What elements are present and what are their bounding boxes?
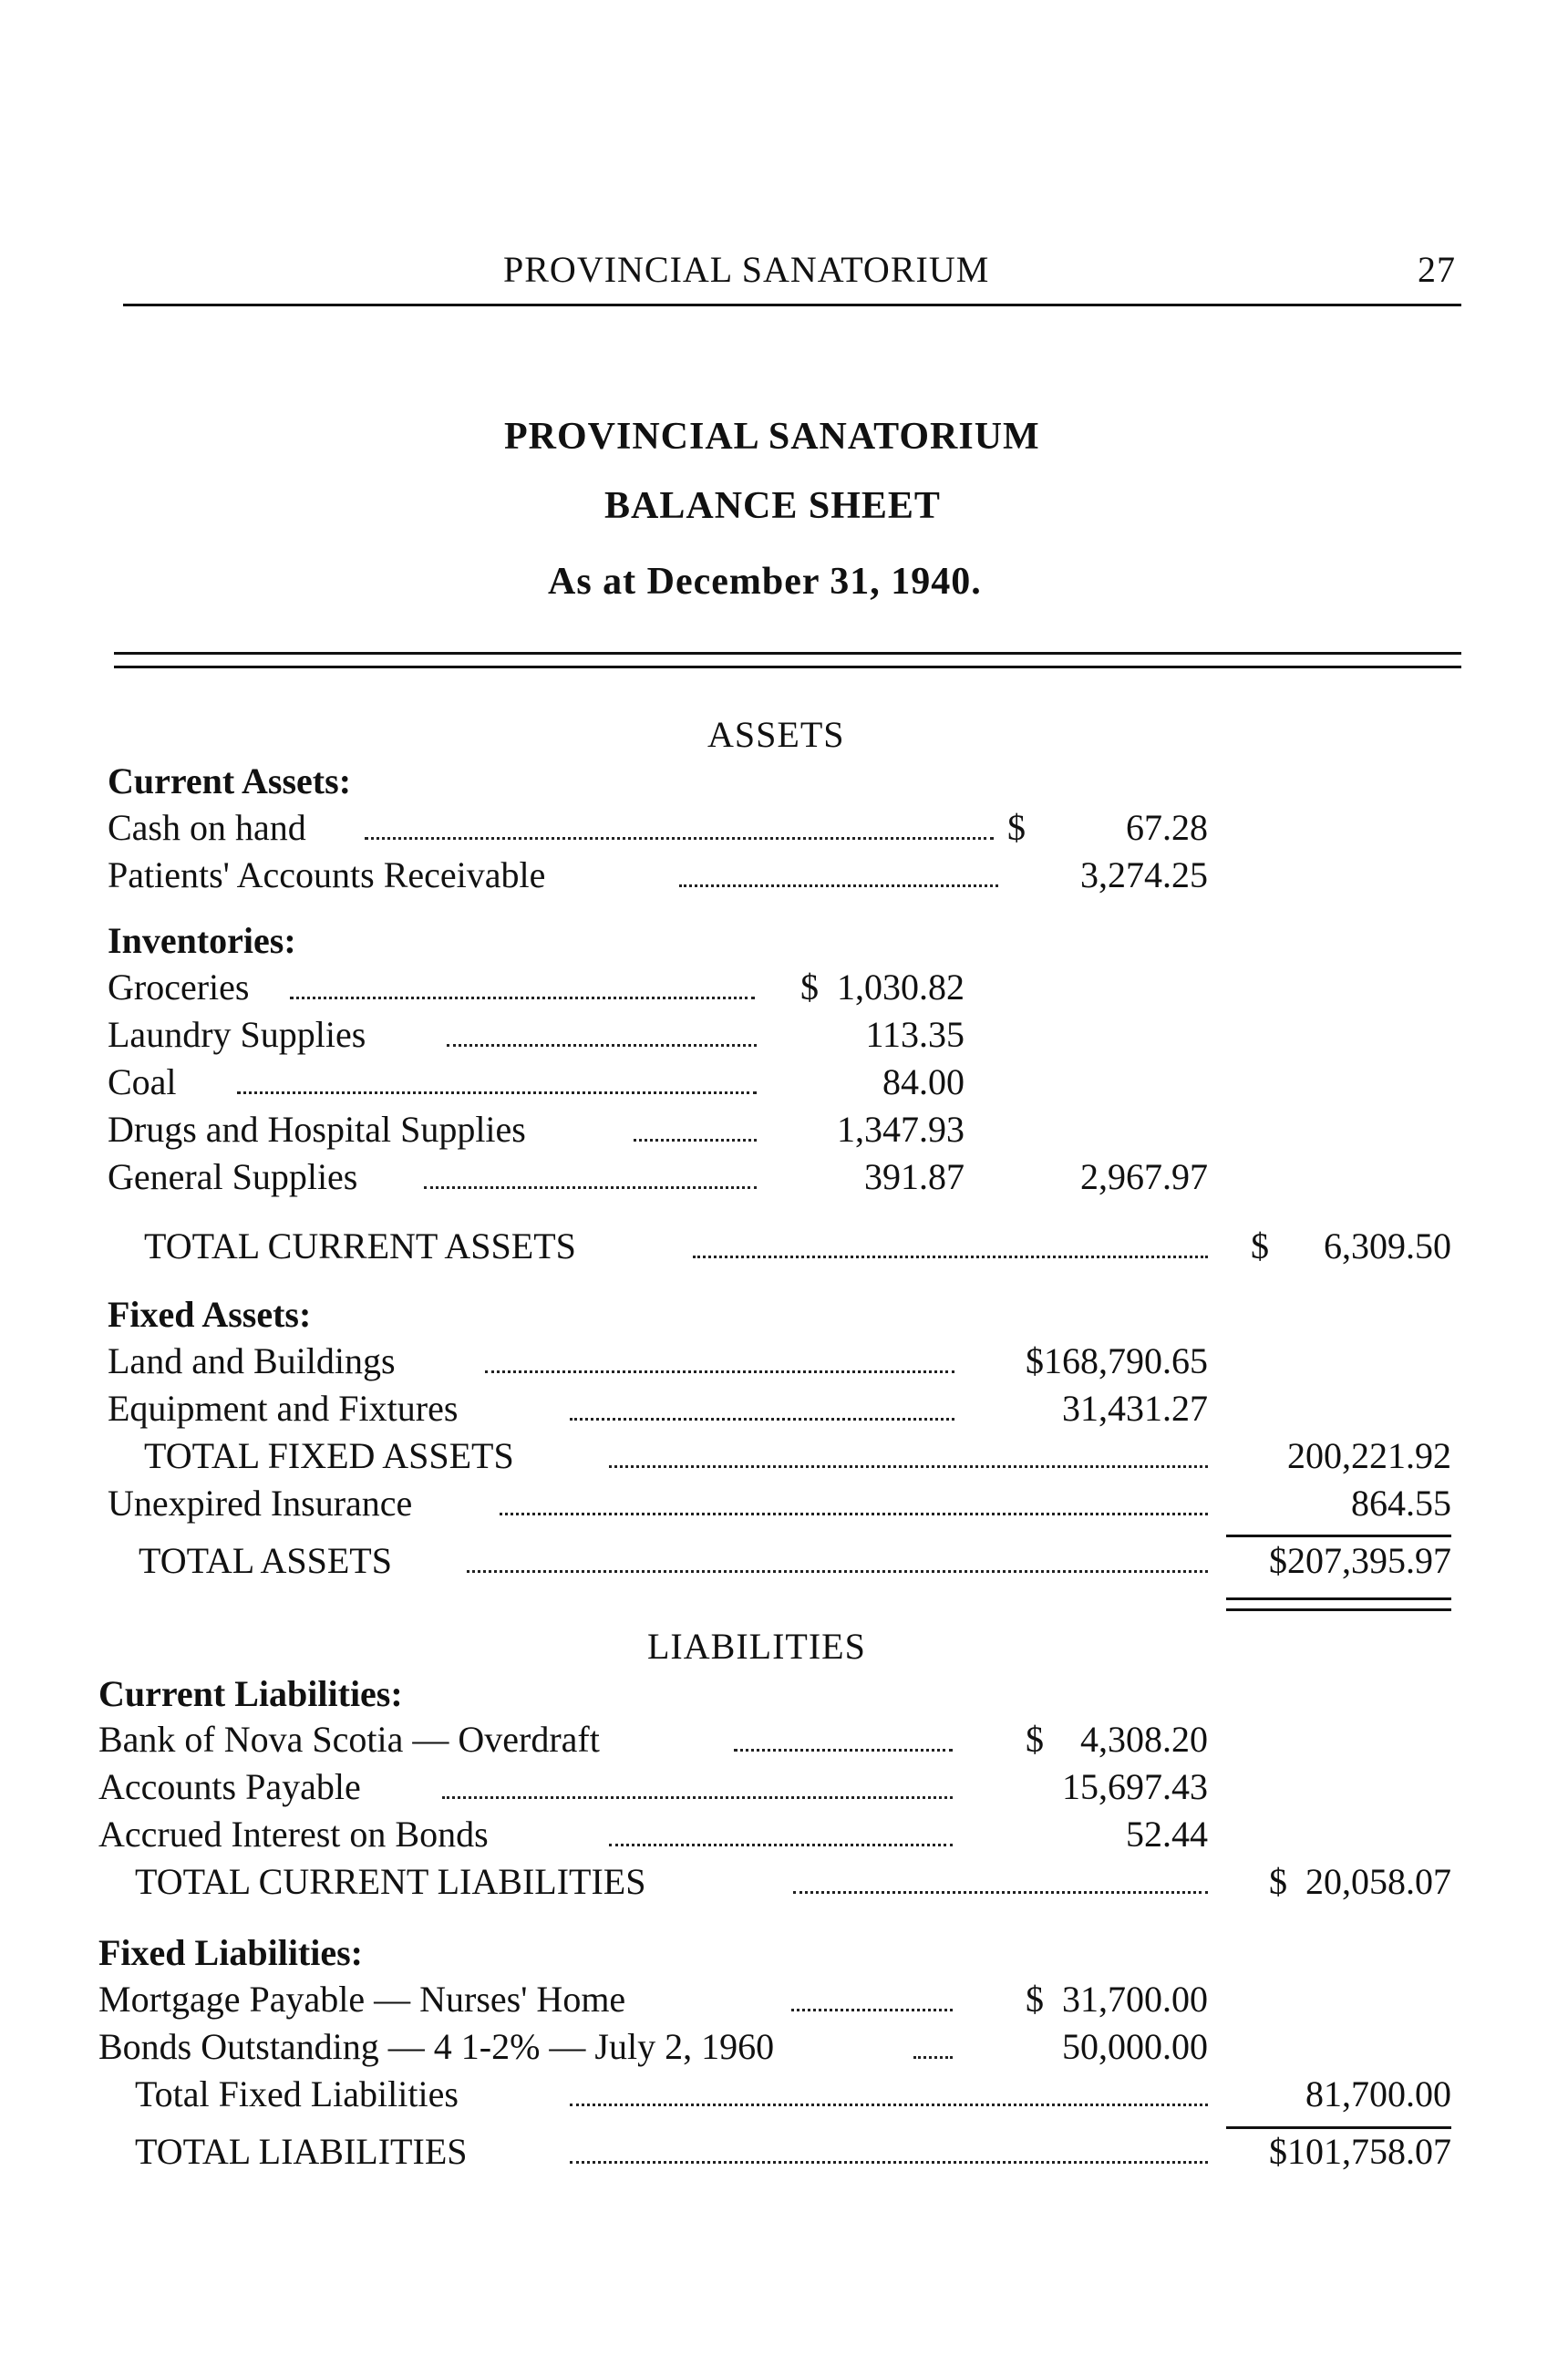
- leader-dots: [793, 1887, 1208, 1894]
- leader-dots: [734, 1745, 953, 1752]
- inventory-item-label: Coal: [108, 1061, 177, 1102]
- leader-dots: [609, 1462, 1208, 1468]
- equipment-fixtures-value: 31,431.27: [1062, 1388, 1208, 1429]
- inventory-item-value: $ 1,030.82: [800, 967, 965, 1008]
- inventory-item-value: 391.87: [864, 1156, 965, 1197]
- inventory-item-label: Laundry Supplies: [108, 1014, 366, 1055]
- leader-dots: [467, 1566, 1208, 1573]
- fixed-assets-heading: Fixed Assets:: [108, 1294, 312, 1335]
- leader-dots: [500, 1509, 1208, 1515]
- total-assets-double-rule-top: [1226, 1597, 1451, 1600]
- inventory-item-value: 84.00: [882, 1061, 965, 1102]
- statement-date: As at December 31, 1940.: [548, 561, 982, 603]
- leader-dots: [570, 2157, 1208, 2164]
- leader-dots: [442, 1793, 953, 1799]
- leader-dots: [634, 1135, 757, 1142]
- leader-dots: [791, 2005, 953, 2011]
- bonds-outstanding-label: Bonds Outstanding — 4 1-2% — July 2, 1960: [98, 2026, 775, 2067]
- leader-dots: [447, 1040, 757, 1047]
- total-fixed-assets-label: TOTAL FIXED ASSETS: [144, 1435, 514, 1476]
- accounts-payable-value: 15,697.43: [1062, 1766, 1208, 1807]
- total-assets-label: TOTAL ASSETS: [139, 1540, 392, 1581]
- total-assets-value: $207,395.97: [1269, 1540, 1451, 1581]
- institution-title: PROVINCIAL SANATORIUM: [504, 416, 1040, 458]
- total-assets-double-rule-bottom: [1226, 1608, 1451, 1611]
- bank-overdraft-label: Bank of Nova Scotia — Overdraft: [98, 1719, 600, 1760]
- total-liabilities-value: $101,758.07: [1269, 2131, 1451, 2172]
- inventories-subtotal: 2,967.97: [1080, 1156, 1208, 1197]
- leader-dots: [570, 2100, 1208, 2106]
- unexpired-insurance-label: Unexpired Insurance: [108, 1483, 413, 1524]
- leader-dots: [290, 993, 755, 999]
- accrued-interest-value: 52.44: [1126, 1814, 1208, 1855]
- title-double-rule-bottom: [114, 666, 1461, 668]
- current-assets-heading: Current Assets:: [108, 760, 352, 801]
- total-current-liabilities-label: TOTAL CURRENT LIABILITIES: [135, 1861, 646, 1902]
- inventory-item-value: 113.35: [865, 1014, 965, 1055]
- patients-receivable-label: Patients' Accounts Receivable: [108, 854, 546, 895]
- total-current-assets-value: $ 6,309.50: [1251, 1225, 1451, 1266]
- leader-dots: [913, 2052, 953, 2059]
- patients-receivable-value: 3,274.25: [1080, 854, 1208, 895]
- leader-dots: [365, 833, 994, 840]
- leader-dots: [570, 1414, 954, 1421]
- current-liabilities-heading: Current Liabilities:: [98, 1673, 403, 1714]
- leader-dots: [693, 1252, 1208, 1258]
- leader-dots: [485, 1367, 954, 1373]
- liabilities-sum-rule: [1226, 2126, 1451, 2129]
- total-fixed-liabilities-label: Total Fixed Liabilities: [135, 2073, 459, 2114]
- equipment-fixtures-label: Equipment and Fixtures: [108, 1388, 459, 1429]
- running-head-title: PROVINCIAL SANATORIUM: [503, 249, 990, 290]
- mortgage-payable-label: Mortgage Payable — Nurses' Home: [98, 1979, 626, 2020]
- total-fixed-liabilities-value: 81,700.00: [1305, 2073, 1451, 2114]
- inventory-item-label: Drugs and Hospital Supplies: [108, 1109, 526, 1150]
- total-current-assets-label: TOTAL CURRENT ASSETS: [144, 1225, 576, 1266]
- title-double-rule-top: [114, 652, 1461, 655]
- land-buildings-label: Land and Buildings: [108, 1340, 396, 1381]
- unexpired-insurance-value: 864.55: [1351, 1483, 1451, 1524]
- leader-dots: [609, 1840, 953, 1846]
- bonds-outstanding-value: 50,000.00: [1062, 2026, 1208, 2067]
- cash-on-hand-value: $ 67.28: [1007, 807, 1208, 848]
- header-rule: [123, 304, 1461, 306]
- inventories-heading: Inventories:: [108, 920, 296, 961]
- leader-dots: [237, 1088, 757, 1094]
- total-liabilities-label: TOTAL LIABILITIES: [135, 2131, 468, 2172]
- inventory-item-value: 1,347.93: [837, 1109, 965, 1150]
- total-fixed-assets-value: 200,221.92: [1287, 1435, 1451, 1476]
- leader-dots: [679, 881, 998, 887]
- accounts-payable-label: Accounts Payable: [98, 1766, 361, 1807]
- page-number: 27: [1418, 249, 1456, 290]
- land-buildings-value: $168,790.65: [1026, 1340, 1208, 1381]
- inventory-item-label: Groceries: [108, 967, 250, 1008]
- bank-overdraft-value: $ 4,308.20: [1026, 1719, 1208, 1760]
- leader-dots: [424, 1183, 757, 1189]
- cash-on-hand-label: Cash on hand: [108, 807, 306, 848]
- inventory-item-label: General Supplies: [108, 1156, 358, 1197]
- fixed-liabilities-heading: Fixed Liabilities:: [98, 1932, 363, 1973]
- liabilities-section-title: LIABILITIES: [647, 1626, 866, 1667]
- assets-section-title: ASSETS: [707, 714, 845, 755]
- assets-sum-rule: [1226, 1535, 1451, 1537]
- mortgage-payable-value: $ 31,700.00: [1026, 1979, 1208, 2020]
- accrued-interest-label: Accrued Interest on Bonds: [98, 1814, 489, 1855]
- total-current-liabilities-value: $ 20,058.07: [1269, 1861, 1451, 1902]
- statement-title: BALANCE SHEET: [604, 485, 941, 527]
